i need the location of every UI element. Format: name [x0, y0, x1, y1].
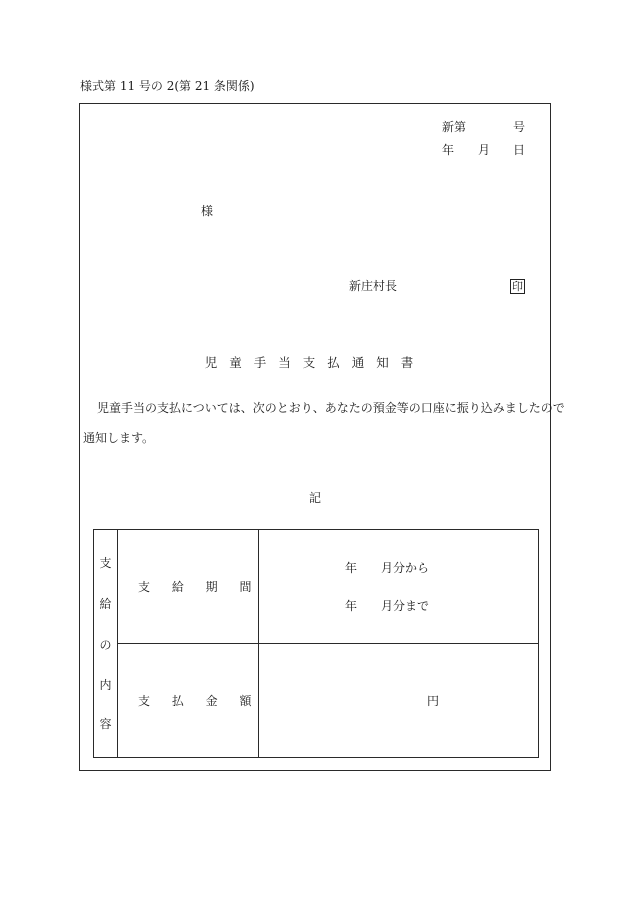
table-divider-row: [117, 643, 539, 644]
date-year: 年: [442, 143, 455, 157]
side-label-char-2: 給: [99, 597, 112, 611]
period-from: 年 月分から: [345, 561, 430, 575]
doc-number-prefix: 新第: [442, 120, 467, 134]
payment-period-label: 支 給 期 間: [138, 580, 261, 594]
seal-mark: 印: [512, 280, 523, 293]
side-label-char-3: の: [99, 638, 112, 652]
date-day: 日: [513, 143, 526, 157]
document-title: 児童手当支払通知書: [204, 355, 426, 370]
amount-yen-unit: 円: [427, 694, 440, 708]
form-number: 様式第 11 号の 2(第 21 条関係): [80, 79, 255, 93]
recipient-suffix: 様: [201, 204, 214, 218]
side-label-char-5: 容: [99, 717, 112, 731]
side-label-char-4: 内: [99, 678, 112, 692]
body-text-line2: 通知します。: [83, 431, 155, 445]
side-label-char-1: 支: [99, 556, 112, 570]
table-border-top: [93, 529, 539, 530]
table-border-bottom: [93, 757, 539, 758]
doc-number-suffix: 号: [513, 120, 526, 134]
sender-title: 新庄村長: [349, 279, 398, 293]
payment-amount-label: 支 払 金 額: [138, 694, 261, 708]
ki-label: 記: [308, 491, 321, 505]
date-month: 月: [478, 143, 491, 157]
body-text-line1: 児童手当の支払については、次のとおり、あなたの預金等の口座に振り込みましたので: [97, 401, 565, 415]
period-to: 年 月分まで: [345, 599, 430, 613]
